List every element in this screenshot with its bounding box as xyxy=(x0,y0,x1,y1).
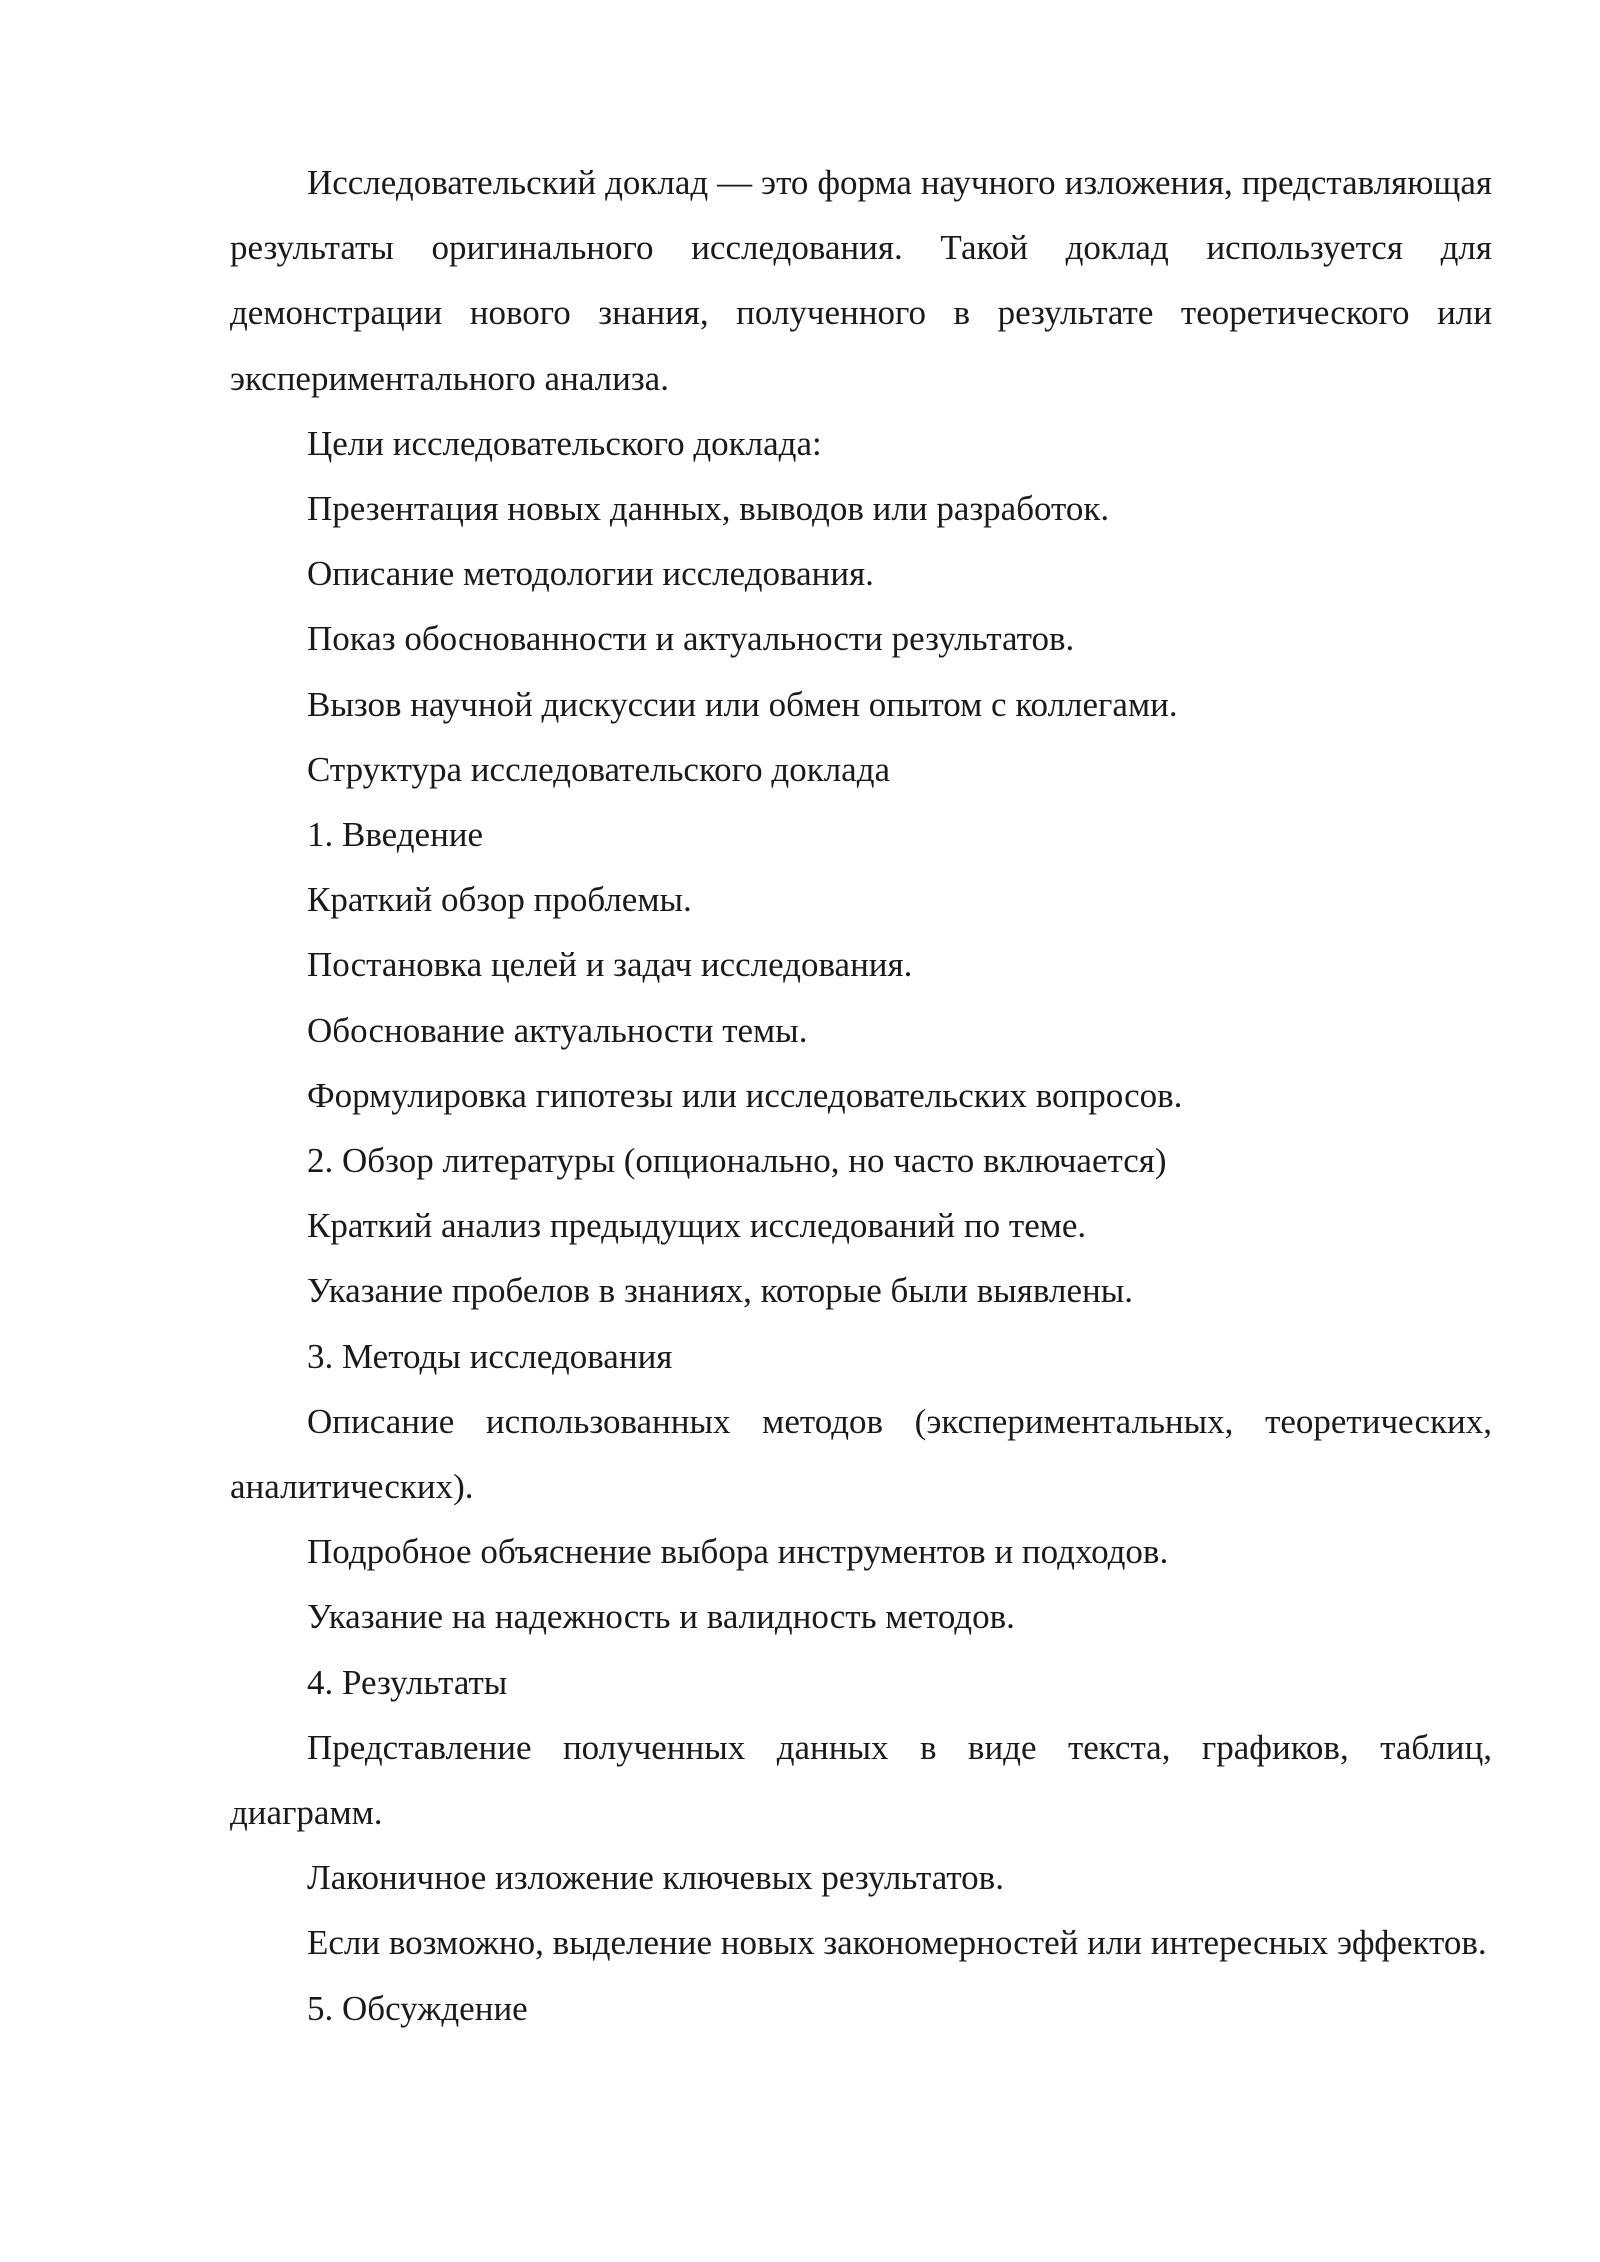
list-item: Показ обоснованности и актуальности результатов. xyxy=(307,619,1075,659)
section-heading: 1. Введение xyxy=(307,815,484,855)
list-item: Описание использованных методов (экспериментальных, теоретических, аналитических). xyxy=(230,1401,1492,1507)
list-item: Представление полученных данных в виде текста, графиков, таблиц, диаграмм. xyxy=(230,1727,1492,1833)
list-item: Обоснование актуальности темы. xyxy=(307,1010,808,1050)
list-item: Краткий анализ предыдущих исследований по теме. xyxy=(307,1206,1087,1246)
list-item: Описание методологии исследования. xyxy=(307,554,874,594)
section-heading: 2. Обзор литературы (опционально, но часто включается) xyxy=(307,1141,1167,1181)
section-heading: 4. Результаты xyxy=(307,1662,508,1702)
list-item: Указание пробелов в знаниях, которые были выявлены. xyxy=(307,1271,1133,1311)
list-item: Формулировка гипотезы или исследовательских вопросов. xyxy=(307,1075,1183,1115)
document-body xyxy=(230,150,1492,2041)
list-item: Постановка целей и задач исследования. xyxy=(307,945,913,985)
list-item: Краткий обзор проблемы. xyxy=(307,880,692,920)
list-item: Если возможно, выделение новых закономерностей или интересных эффектов. xyxy=(307,1923,1487,1963)
section-heading: 5. Обсуждение xyxy=(307,1988,528,2028)
paragraph-goals-heading: Цели исследовательского доклада: xyxy=(307,423,822,463)
list-item: Лаконичное изложение ключевых результатов. xyxy=(307,1858,1004,1898)
list-item: Подробное объяснение выбора инструментов и подходов. xyxy=(307,1532,1169,1572)
paragraph-intro: Исследовательский доклад — это форма научного изложения, представляющая результаты оригинального исследования. Такой доклад используется для демонстрации нового знания, полученного в результате теоретического или экспериментального анализа. xyxy=(230,163,1492,398)
paragraph-structure-heading: Структура исследовательского доклада xyxy=(307,749,891,789)
section-heading: 3. Методы исследования xyxy=(307,1336,673,1376)
list-item: Указание на надежность и валидность методов. xyxy=(307,1597,1015,1637)
list-item: Вызов научной дискуссии или обмен опытом с коллегами. xyxy=(307,684,1178,724)
list-item: Презентация новых данных, выводов или разработок. xyxy=(307,489,1110,529)
